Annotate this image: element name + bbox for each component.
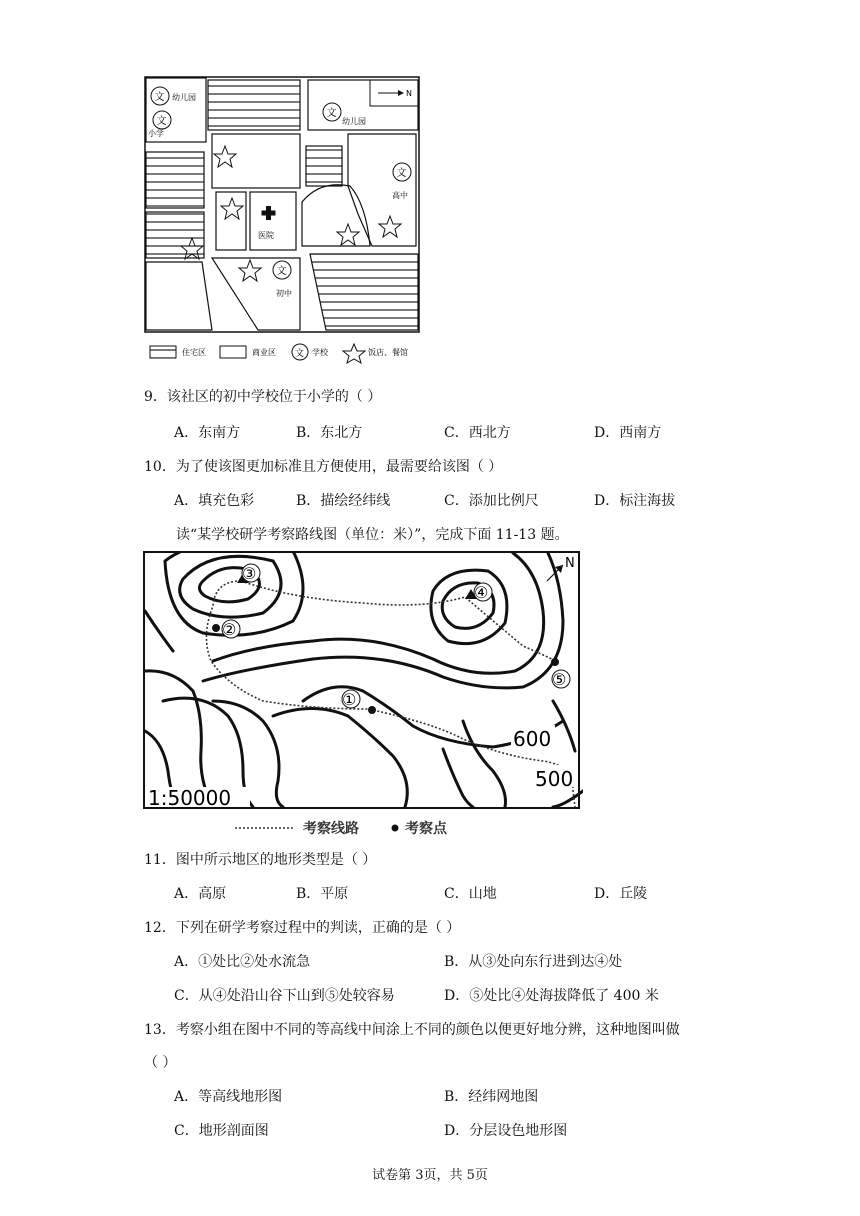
point-5-dot — [551, 658, 559, 666]
star-icon — [343, 344, 365, 363]
svg-text:文: 文 — [396, 168, 407, 179]
point-1-label: ① — [342, 690, 357, 709]
q11-option-a[interactable]: A．高原 — [174, 886, 227, 902]
q9-option-d[interactable]: D．西南方 — [594, 425, 662, 441]
restaurant-star-icon — [221, 198, 243, 219]
q10-option-a[interactable]: A．填充色彩 — [174, 493, 255, 509]
q13-option-d[interactable]: D．分层设色地形图 — [444, 1123, 568, 1139]
legend-point-dot — [392, 825, 399, 832]
restaurant-star-icon — [337, 224, 359, 245]
svg-text:文: 文 — [276, 266, 287, 277]
svg-text:文: 文 — [156, 116, 167, 127]
commercial-block — [302, 185, 370, 246]
q10-option-b[interactable]: B．描绘经纬线 — [296, 493, 391, 509]
north-label-2: N — [565, 556, 575, 571]
school-icon — [151, 87, 169, 105]
school-icon — [153, 111, 171, 129]
svg-text:文: 文 — [326, 108, 337, 119]
svg-text:文: 文 — [295, 349, 305, 359]
school-icon — [323, 103, 341, 121]
commercial-block — [212, 134, 300, 188]
legend-restaurant: 饭店、餐馆 — [368, 348, 408, 357]
contour-map — [143, 551, 583, 841]
point-2-label: ② — [222, 620, 237, 639]
question-13: 13．考察小组在图中不同的等高线中间涂上不同的颜色以便更好地分辨，这种地图叫做 — [144, 1022, 680, 1038]
legend-point-label: 考察点 — [405, 821, 447, 837]
legend-commercial: 商业区 — [252, 348, 276, 357]
restaurant-star-icon — [379, 216, 401, 237]
q12-option-a[interactable]: A．①处比②处水流急 — [174, 954, 311, 970]
hospital-label: 医院 — [258, 231, 274, 240]
kindergarten-label: 幼儿园 — [172, 93, 196, 102]
q12-option-b[interactable]: B．从③处向东行进到达④处 — [444, 954, 623, 970]
community-map-svg — [140, 74, 430, 364]
map1-legend — [150, 344, 408, 363]
q12-option-c[interactable]: C．从④处沿山谷下山到⑤处较容易 — [174, 988, 395, 1004]
page-footer: 试卷第 3页，共 5页 — [372, 1168, 488, 1183]
q9-option-c[interactable]: C．西北方 — [444, 425, 511, 441]
school-icon — [393, 163, 411, 181]
q13-option-a[interactable]: A．等高线地形图 — [174, 1089, 283, 1105]
community-map — [140, 74, 430, 364]
hospital-cross-icon — [262, 206, 276, 220]
question-11: 11．图中所示地区的地形类型是（ ） — [144, 852, 377, 868]
contour-600-label: 600 — [513, 727, 552, 751]
residential-block — [306, 146, 342, 186]
question-13-paren: （ ） — [144, 1055, 177, 1071]
residential-block — [146, 152, 204, 208]
school-icon — [273, 261, 291, 279]
point-2-dot — [212, 624, 220, 632]
point-1-dot — [368, 706, 376, 714]
point-3-label: ③ — [242, 564, 257, 583]
legend-residential: 住宅区 — [182, 348, 206, 357]
high-school-label: 高中 — [392, 191, 408, 200]
q13-option-b[interactable]: B．经纬网地图 — [444, 1089, 539, 1105]
hospital-block — [250, 192, 296, 250]
q13-option-c[interactable]: C．地形剖面图 — [174, 1123, 269, 1139]
restaurant-star-icon — [239, 260, 261, 281]
q10-option-d[interactable]: D．标注海拔 — [594, 493, 676, 509]
point-5-label: ⑤ — [552, 670, 567, 689]
middle-school-label: 初中 — [276, 289, 292, 298]
restaurant-star-icon — [214, 146, 236, 167]
legend-school: 学校 — [312, 348, 328, 357]
residential-block — [208, 80, 300, 130]
residential-block — [146, 212, 204, 258]
q9-option-b[interactable]: B．东北方 — [296, 425, 363, 441]
q9-option-a[interactable]: A．东南方 — [174, 425, 241, 441]
q11-option-d[interactable]: D．丘陵 — [594, 886, 648, 902]
contour-map-svg — [143, 551, 583, 841]
residential-block — [310, 254, 418, 330]
question-10: 10．为了使该图更加标准且方便使用，最需要给该图（ ） — [144, 459, 503, 475]
q11-option-c[interactable]: C．山地 — [444, 886, 497, 902]
point-4-label: ④ — [474, 583, 489, 602]
north-label: N — [406, 89, 412, 98]
legend-route-label: 考察线路 — [303, 821, 359, 837]
q12-option-d[interactable]: D．⑤处比④处海拔降低了 400 米 — [444, 988, 659, 1004]
q11-option-b[interactable]: B．平原 — [296, 886, 349, 902]
question-12: 12．下列在研学考察过程中的判读，正确的是（ ） — [144, 920, 461, 936]
contour-500-label: 500 — [535, 767, 574, 791]
primary-school-label: 小学 — [148, 129, 164, 138]
scale-label: 1:50000 — [148, 786, 232, 810]
kindergarten-label: 幼儿园 — [342, 117, 366, 126]
svg-text:文: 文 — [154, 92, 165, 103]
q10-option-c[interactable]: C．添加比例尺 — [444, 493, 539, 509]
intro-11-13: 读“某学校研学考察路线图（单位：米）”，完成下面 11-13 题。 — [176, 527, 569, 543]
question-9: 9．该社区的初中学校位于小学的（ ） — [144, 389, 382, 405]
